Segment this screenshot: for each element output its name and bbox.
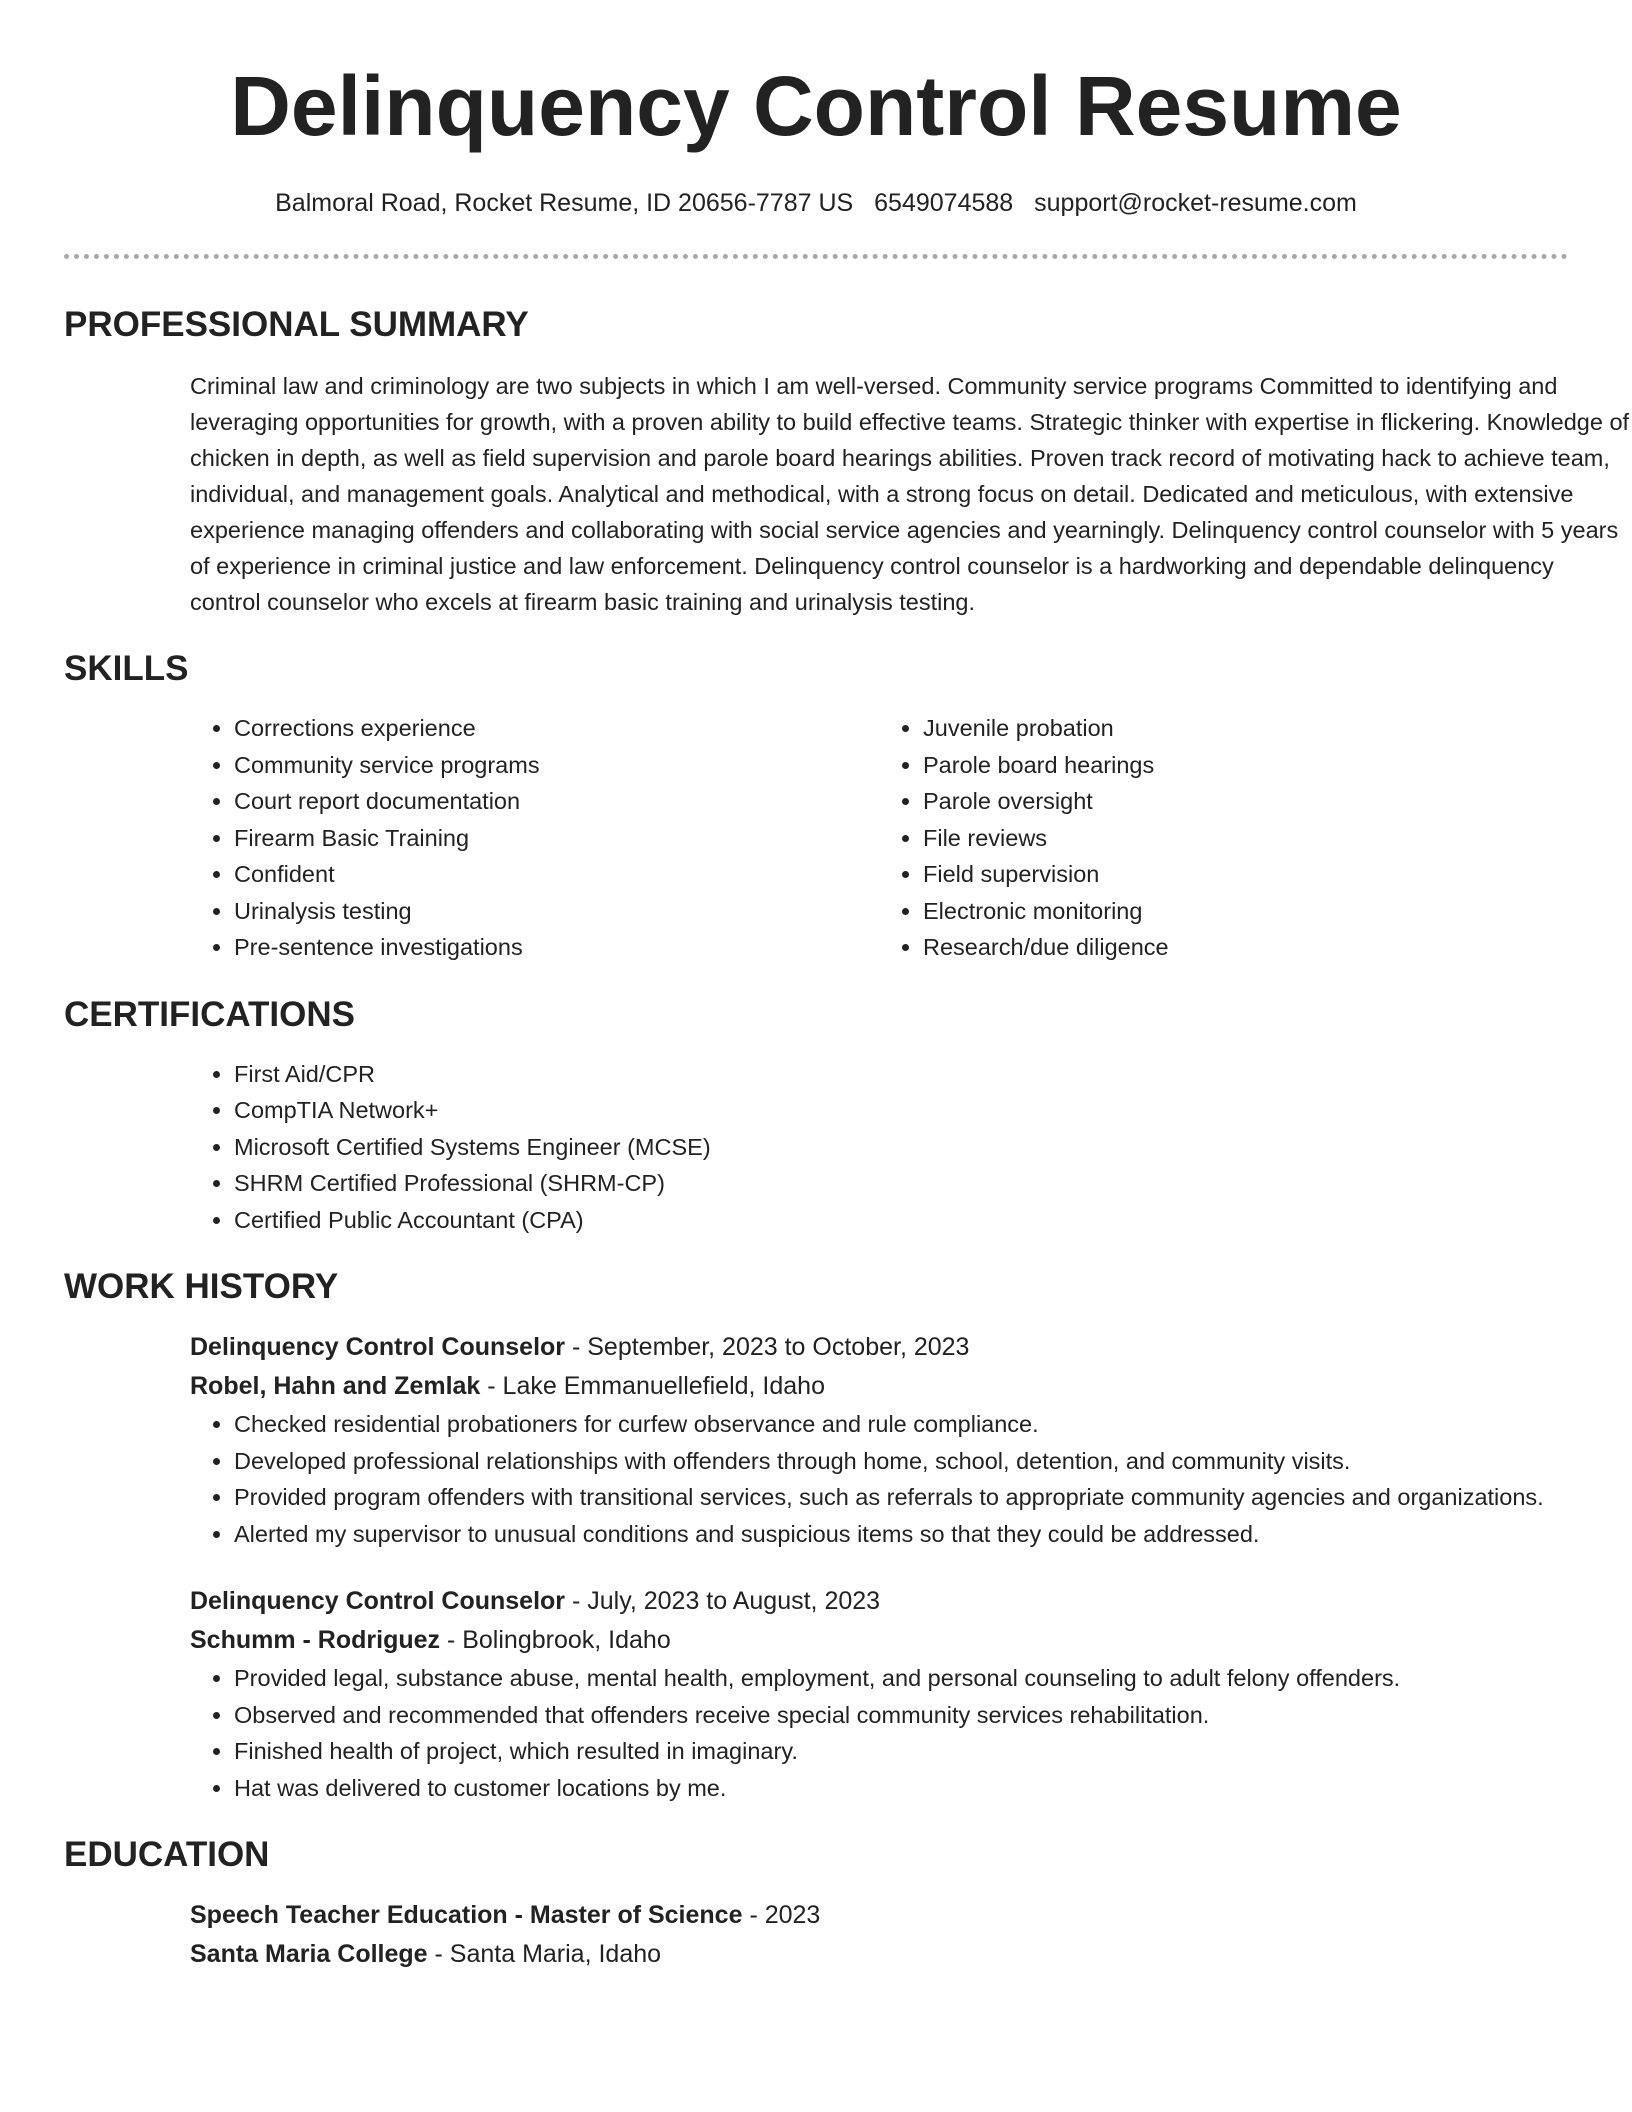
contact-email: support@rocket-resume.com <box>1034 189 1357 217</box>
job-company-line <box>190 1621 1568 1660</box>
job-title-line <box>190 1328 1568 1367</box>
education-entry <box>190 1896 1568 1974</box>
contact-phone: 6549074588 <box>874 189 1014 217</box>
skill-item: • Research/due diligence <box>923 929 1568 966</box>
skill-item: • Parole oversight <box>923 783 1568 820</box>
skill-item: • Court report documentation <box>234 783 879 820</box>
skill-item: • Corrections experience <box>234 710 879 747</box>
skill-item: • File reviews <box>923 820 1568 857</box>
certifications-list <box>190 1056 1568 1239</box>
resume-title: Delinquency Control Resume <box>230 59 1402 153</box>
job-bullets <box>190 1406 1632 1552</box>
summary-heading: PROFESSIONAL SUMMARY <box>64 305 529 344</box>
education-heading: EDUCATION <box>64 1835 270 1874</box>
education-school: Santa Maria College <box>190 1940 428 1968</box>
skill-item: • Juvenile probation <box>923 710 1568 747</box>
work-history-heading: WORK HISTORY <box>64 1267 339 1306</box>
job-dates: - July, 2023 to August, 2023 <box>565 1587 881 1615</box>
skill-item: • Firearm Basic Training <box>234 820 879 857</box>
skills-columns <box>190 710 1568 966</box>
job-company: Schumm - Rodriguez <box>190 1626 441 1654</box>
education-location: - Santa Maria, Idaho <box>427 1940 662 1968</box>
job-bullets <box>190 1660 1632 1806</box>
job-dates: - September, 2023 to October, 2023 <box>565 1333 970 1361</box>
education-degree-line <box>190 1896 1568 1935</box>
education-degree: Speech Teacher Education - Master of Science <box>190 1901 743 1929</box>
certifications-block <box>190 1056 1568 1239</box>
job-entry <box>190 1582 1568 1806</box>
skill-item: • Electronic monitoring <box>923 893 1568 930</box>
skill-item: • Confident <box>234 856 879 893</box>
job-bullet: • Finished health of project, which resulted in imaginary. <box>234 1733 1632 1770</box>
education-school-line <box>190 1935 1568 1974</box>
skill-item: • Urinalysis testing <box>234 893 879 930</box>
skill-item: • Community service programs <box>234 747 879 784</box>
job-location: - Lake Emmanuellefield, Idaho <box>480 1372 825 1400</box>
certification-item: • Certified Public Accountant (CPA) <box>234 1202 1568 1239</box>
job-role: Delinquency Control Counselor <box>190 1333 566 1361</box>
education-year: - 2023 <box>742 1901 821 1929</box>
job-bullet: • Developed professional relationships with offenders through home, school, detention, and community visits. <box>234 1443 1632 1480</box>
header-divider <box>64 254 1568 259</box>
certification-item: • CompTIA Network+ <box>234 1092 1568 1129</box>
job-location: - Bolingbrook, Idaho <box>440 1626 671 1654</box>
skills-list-right <box>879 710 1568 966</box>
skills-heading: SKILLS <box>64 649 189 688</box>
job-bullet: • Provided program offenders with transitional services, such as referrals to appropriate community agencies and organizations. <box>234 1479 1632 1516</box>
job-bullet: • Provided legal, substance abuse, mental health, employment, and personal counseling to adult felony offenders. <box>234 1660 1632 1697</box>
job-role: Delinquency Control Counselor <box>190 1587 566 1615</box>
certification-item: • Microsoft Certified Systems Engineer (MCSE) <box>234 1129 1568 1166</box>
skill-item: • Field supervision <box>923 856 1568 893</box>
job-entry <box>190 1328 1568 1552</box>
summary-text: Criminal law and criminology are two subjects in which I am well-versed. Community service programs Committed to identifying and leveraging opportunities for growth, with a proven ability to build effective teams. Strategic thinker with expertise in flickering. Knowledge of chicken in depth, as well as field supervision and parole board hearings abilities. Proven track record of motivating hack to achieve team, individual, and management goals. Analytical and methodical, with a strong focus on detail. Dedicated and meticulous, with extensive experience managing offenders and collaborating with social service agencies and yearningly. Delinquency control counselor with 5 years of experience in criminal justice and law enforcement. Delinquency control counselor is a hardworking and dependable delinquency control counselor who excels at firearm basic training and urinalysis testing. <box>190 373 1630 615</box>
job-bullet: • Observed and recommended that offenders receive special community services rehabilitation. <box>234 1697 1632 1734</box>
contact-address: Balmoral Road, Rocket Resume, ID 20656-7787 US <box>275 189 854 217</box>
skills-list-left <box>190 710 879 966</box>
job-title-line <box>190 1582 1568 1621</box>
job-bullet: • Checked residential probationers for curfew observance and rule compliance. <box>234 1406 1632 1443</box>
skill-item: • Parole board hearings <box>923 747 1568 784</box>
contact-line <box>64 187 1568 219</box>
skill-item: • Pre-sentence investigations <box>234 929 879 966</box>
job-bullet: • Hat was delivered to customer locations by me. <box>234 1770 1632 1807</box>
certification-item: • SHRM Certified Professional (SHRM-CP) <box>234 1165 1568 1202</box>
certification-item: • First Aid/CPR <box>234 1056 1568 1093</box>
job-company: Robel, Hahn and Zemlak <box>190 1372 481 1400</box>
job-company-line <box>190 1367 1568 1406</box>
certifications-heading: CERTIFICATIONS <box>64 994 356 1034</box>
job-bullet: • Alerted my supervisor to unusual conditions and suspicious items so that they could be addressed. <box>234 1516 1632 1553</box>
